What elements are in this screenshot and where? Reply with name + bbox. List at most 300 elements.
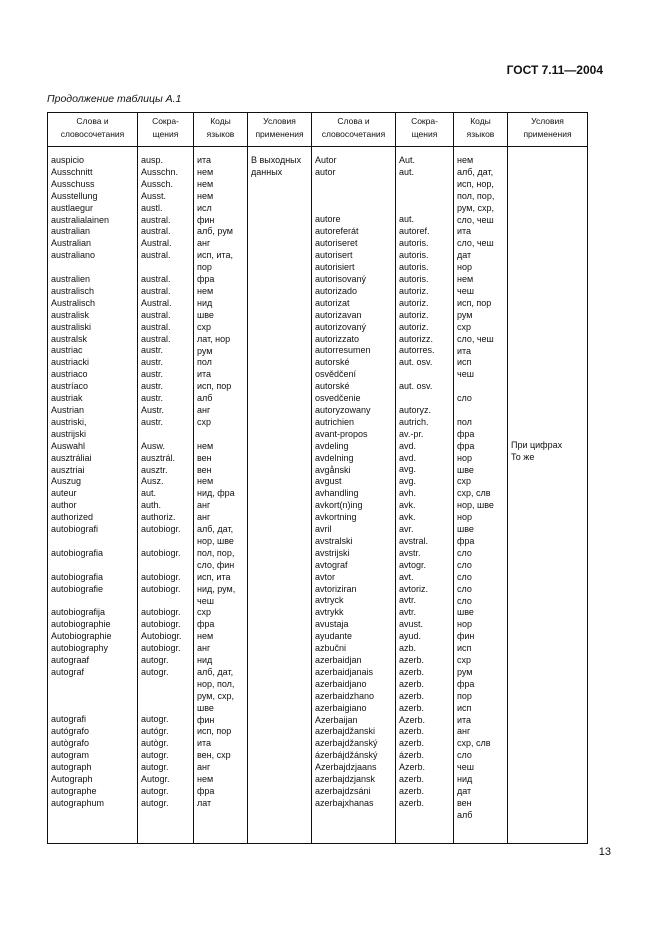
right-word-entry [315,191,392,203]
left-word-entry: autobiografia [51,571,104,582]
right-word-entry: azerbajdzjansk [315,774,376,785]
right-word-entry: autorské [315,357,350,368]
right-abbr-entry: avtoriz. [399,583,429,594]
left-word-entry: australialainen [51,214,110,225]
left-code-entry: нем [197,178,214,189]
left-code-entry: ита [197,155,212,165]
right-word-entry: osvědčení [315,369,357,380]
left-word-entry: Ausschnitt [51,166,93,177]
right-code-entry: рум, схр, [457,202,494,213]
right-condition-entry [511,381,584,393]
right-word-entry: avustaja [315,619,349,630]
right-word-entry: avkort(n)ing [315,500,363,511]
left-code-entry: анг [197,512,211,523]
left-word-entry: australiski [51,321,92,332]
left-abbr-entry: autogr. [141,666,169,677]
right-abbr-entry: azerb. [399,738,425,749]
right-abbr-entry: azerb. [399,797,425,808]
right-condition-entry [511,155,584,167]
left-abbr-entry: austr. [141,381,164,392]
right-word-entry: avtograf [315,559,348,570]
right-code-entry: исп, нор, [457,178,494,189]
right-abbr-entry: avtr. [399,607,417,618]
right-code-entry: сло [457,393,472,404]
left-code-entry: исп, ита [197,571,231,582]
left-word-entry: Ausschuss [51,178,95,189]
right-code-entry: схр [457,476,472,487]
left-code-entry: фра [197,619,215,630]
left-word-entry [51,703,134,715]
right-code-entry: фра [457,535,475,546]
right-abbr-entry: azb. [399,643,417,654]
right-abbr-entry [399,393,450,405]
right-code-entry: сло [457,583,472,594]
left-code-entry: нем [197,440,214,451]
left-code-entry: вен [197,452,212,463]
left-condition-entry: В выходных данных [251,155,302,177]
right-abbr-entry: azerb. [399,785,425,796]
left-abbr-entry: austral. [141,309,171,320]
left-code-entry: исл [197,202,212,213]
right-abbr-entry: autorres. [399,345,435,356]
right-word-entry: azerbaidjanais [315,666,374,677]
left-abbr-entry: austral. [141,274,171,285]
left-code-entry: алб, дат, [197,666,234,677]
right-word-entry: azerbaigiano [315,702,367,713]
right-word-entry: autoryzowany [315,404,371,415]
right-code-entry: пол, пор, [457,190,495,201]
right-condition-entry [511,274,584,286]
left-abbr-entry: authoriz. [141,512,176,523]
left-word-entry: auspicio [51,155,85,165]
left-abbr-entry: auth. [141,500,162,511]
right-abbr-entry: azerb. [399,654,425,665]
left-code-entry: ита [197,738,212,749]
right-code-entry: нор [457,512,472,523]
right-code-entry: рум [457,309,473,320]
left-abbr-entry: autobiogr. [141,547,181,558]
right-word-entry: autorresumen [315,345,371,356]
left-code-entry: лат [197,797,212,808]
left-word-entry [51,691,134,703]
left-abbr-entry: autogr. [141,762,169,773]
left-code-entry: фра [197,274,215,285]
right-code-entry [457,381,504,393]
left-word-entry: australien [51,274,91,285]
left-word-entry: austríaco [51,381,89,392]
right-code-entry: шве [457,524,474,535]
left-word-entry [51,262,134,274]
right-code-entry: сло [457,559,472,570]
col-header-words-left: Слова и словосочетания [48,113,138,147]
left-code-entry: шве [197,309,214,320]
right-abbr-entry: Azerb. [399,762,426,773]
right-word-entry: avtrykk [315,607,344,618]
right-abbr-entry [399,179,450,191]
left-abbr-entry: austral. [141,214,171,225]
left-abbr-entry: autógr. [141,726,169,737]
left-word-entry: australiano [51,250,96,261]
left-code-entry: анг [197,762,211,773]
left-abbr-entry: autobiogr. [141,619,181,630]
left-word-entry: Austrian [51,405,85,416]
left-abbr-entry: austr. [141,393,164,404]
left-abbr-entry [141,691,190,703]
right-word-entry: avgånski [315,464,351,475]
right-code-entry: алб, дат, [457,166,494,177]
right-condition-entry [511,250,584,262]
right-word-entry: avhandling [315,488,359,499]
left-code-entry: нем [197,476,214,487]
right-abbr-entry: autoryz. [399,404,432,415]
right-word-entry [315,203,392,215]
left-abbr-entry: autogr. [141,750,169,761]
right-word-entry: autorisovaný [315,274,367,285]
left-word-entry: Autobiographie [51,631,112,642]
right-abbr-entry: autoriz. [399,309,429,320]
left-abbr-entry: autogr. [141,797,169,808]
left-word-entry [51,595,134,607]
left-word-entry: Australian [51,238,92,249]
right-code-entry: сло [457,750,472,761]
right-code-entry: вен [457,797,472,808]
right-word-entry: osvedčenie [315,393,361,404]
right-abbr-entry: ázerb. [399,750,425,761]
right-code-entry: фра [457,678,475,689]
left-word-entry: Auswahl [51,440,86,451]
right-condition-entry [511,310,584,322]
right-code-entry: шве [457,464,474,475]
right-abbr-entry [399,203,450,215]
right-word-entry: autoreferát [315,226,359,237]
left-code-entry: рум [197,345,213,356]
left-code-entry: нид, рум, [197,583,236,594]
right-code-entry: фра [457,440,475,451]
left-code-entry: фра [197,786,215,797]
left-abbr-entry: Ausw. [141,440,166,451]
left-word-entry [51,536,134,548]
left-code-entry: фин [197,714,215,725]
left-abbr-entry: austl. [141,202,163,213]
right-word-entry: azerbajdzsáni [315,785,371,796]
right-abbr-entry: azerb. [399,690,425,701]
right-code-entry: исп [457,702,472,713]
left-word-entry: autograf [51,666,85,677]
left-code-entry: нем [197,774,214,785]
left-abbr-entry: austr. [141,345,164,356]
left-word-entry: autographum [51,797,105,808]
right-abbr-entry: aut. [399,214,415,225]
left-abbr-entry: austr. [141,416,164,427]
right-word-entry: azerbaidjan [315,655,362,666]
left-abbr-entry: ausztr. [141,464,168,475]
right-word-entry: avril [315,524,332,535]
right-code-entry: чеш [457,369,474,380]
right-codes-column [454,155,508,844]
left-code-entry: нем [197,285,214,296]
right-code-entry: схр [457,321,472,332]
right-condition-entry: При цифрах То же [511,440,563,463]
right-word-entry: avdeling [315,440,349,451]
right-condition-entry [511,262,584,274]
left-abbr-entry: austr. [141,369,164,380]
right-condition-entry [511,369,584,381]
left-code-entry: алб, рум [197,226,233,237]
left-word-entry: australisk [51,309,90,320]
right-abbr-entry: avstr. [399,547,421,558]
right-word-entry: autorizzato [315,333,360,344]
left-code-entry: алб, дат, [197,524,234,535]
right-code-entry: нид [457,774,473,785]
abbreviation-table [47,112,588,844]
right-condition-entry [511,214,584,226]
right-code-entry: чеш [457,285,474,296]
right-abbr-entry: azerb. [399,678,425,689]
right-word-entry: azerbaidzhano [315,690,375,701]
right-code-entry: нор [457,619,472,630]
col-header-codes-right: Коды языков [454,113,508,147]
right-word-entry: Azerbaijan [315,714,358,725]
right-word-entry: autorizavan [315,309,362,320]
right-abbr-entry: azerb. [399,666,425,677]
doc-header: ГОСТ 7.11—2004 [506,63,603,77]
right-abbr-entry: avt. [399,571,414,582]
right-word-entry: avgust [315,476,342,487]
right-code-entry: ита [457,345,472,356]
right-abbr-entry [399,369,450,381]
right-code-entry: алб [457,809,473,820]
left-abbr-entry: autogr. [141,714,169,725]
right-word-entry: azerbaidjano [315,678,367,689]
right-abbr-entry: Azerb. [399,714,426,725]
right-word-entry: autrichien [315,416,355,427]
left-word-entry [51,679,134,691]
right-condition-entry [511,286,584,298]
right-abbr-entry: avr. [399,524,414,535]
left-code-entry: нид [197,655,213,666]
right-condition-entry [511,226,584,238]
right-code-entry: исп [457,357,472,368]
left-abbr-entry: austral. [141,333,171,344]
right-code-entry [457,405,504,417]
left-abbr-entry: ausztrál. [141,452,176,463]
left-word-entry: Autograph [51,774,93,785]
left-word-entry: autograph [51,762,92,773]
right-abbr-entry: azerb. [399,702,425,713]
right-abbr-entry: autoriz. [399,297,429,308]
left-word-entry: ausztriai [51,464,85,475]
right-word-entry: ayudante [315,631,353,642]
right-condition-entry [511,179,584,191]
right-code-entry: дат [457,786,472,796]
left-abbr-entry: Austral. [141,297,172,308]
right-abbr-entry: avtogr. [399,559,427,570]
right-code-entry: сло, чеш [457,214,494,225]
left-word-entry: australsk [51,333,88,344]
left-word-entry: autobiografie [51,583,104,594]
left-word-entry: austriski, [51,416,87,427]
left-word-entry: Ausstellung [51,190,98,201]
right-abbr-entry: avtr. [399,595,417,606]
right-abbreviations-column [396,155,454,844]
left-word-entry: Australisch [51,297,96,308]
left-word-entry: australisch [51,285,95,296]
right-code-entry: шве [457,607,474,618]
left-code-entry: нор, шве [197,535,234,546]
left-abbr-entry: austral. [141,226,171,237]
left-abbr-entry: Ausschn. [141,166,179,177]
left-abbr-entry: austral. [141,321,171,332]
left-words-column [48,155,138,844]
right-code-entry: нор [457,452,472,463]
left-abbr-entry: autogr. [141,654,169,665]
right-condition-entry [511,333,584,345]
left-code-entry: анг [197,500,211,511]
col-header-codes-left: Коды языков [194,113,248,147]
right-word-entry: autorizovaný [315,321,367,332]
left-abbr-entry: autobiogr. [141,524,181,535]
left-word-entry: auteur [51,488,77,499]
left-word-entry: austriaco [51,369,88,380]
right-word-entry: autoriseret [315,238,358,249]
left-abbr-entry: austral. [141,285,171,296]
left-word-entry: Auszug [51,476,82,487]
left-abbr-entry: autobiogr. [141,583,181,594]
left-abbr-entry: Ausst. [141,190,167,201]
right-word-entry: Autor [315,155,337,165]
left-code-entry: вен, схр [197,750,231,761]
right-abbr-entry: azerb. [399,726,425,737]
left-code-entry: шве [197,702,214,713]
right-abbr-entry: autoris. [399,238,429,249]
right-code-entry: нем [457,274,474,285]
left-code-entry: фин [197,214,215,225]
left-code-entry: пол [197,357,212,368]
left-abbr-entry: aut. [141,488,157,499]
right-abbr-entry: avstral. [399,535,429,546]
right-word-entry: avstrijski [315,547,350,558]
left-word-entry: autobiography [51,643,109,654]
right-abbr-entry: avk. [399,512,416,523]
left-code-entry [197,429,244,441]
right-condition-entry [511,428,584,440]
right-code-entry: исп, пор [457,297,492,308]
col-header-abbr-right: Сокра- щения [396,113,454,147]
left-word-entry: autografi [51,714,87,725]
right-code-entry: ита [457,226,472,237]
right-abbr-entry: Aut. [399,155,416,165]
left-word-entry: author [51,500,77,511]
right-word-entry: avstralski [315,535,353,546]
right-abbr-entry: autrich. [399,416,429,427]
right-code-entry: пол [457,416,472,427]
left-code-entry: алб [197,393,213,404]
left-abbr-entry: Aussch. [141,178,174,189]
right-abbr-entry: ayud. [399,631,422,642]
right-condition-entry [511,238,584,250]
left-code-entry: исп, пор [197,726,232,737]
right-code-entry: анг [457,726,471,737]
left-code-entry: исп, ита, [197,250,233,261]
right-code-entry: исп [457,643,472,654]
left-word-entry: austriac [51,345,83,356]
left-abbr-entry: autobiogr. [141,571,181,582]
right-abbr-entry: avg. [399,476,417,487]
left-abbr-entry: autobiogr. [141,607,181,618]
right-condition-entry [511,203,584,215]
right-code-entry: сло [457,595,472,606]
left-word-entry: autograaf [51,655,90,665]
right-word-entry: autor [315,166,336,177]
left-abbr-entry [141,262,190,274]
left-abbr-entry: autobiogr. [141,643,181,654]
left-abbr-entry [141,536,190,548]
left-code-entry: нор, пол, [197,678,235,689]
right-word-entry: autorizado [315,285,358,296]
right-abbr-entry: aut. osv. [399,381,433,392]
right-word-entry: avtor [315,571,336,582]
left-word-entry: authorized [51,512,94,523]
right-code-entry: фин [457,631,475,642]
right-code-entry: сло, чеш [457,238,494,249]
left-abbr-entry [141,595,190,607]
left-abbr-entry: Ausz. [141,476,164,487]
left-code-entry: сло, фин [197,559,235,570]
right-abbr-entry: autorizz. [399,333,434,344]
left-abbr-entry [141,560,190,572]
right-abbr-entry: autoriz. [399,321,429,332]
left-code-entry: исп, пор [197,381,232,392]
right-word-entry: azerbajdžanský [315,738,378,749]
right-word-entry: ázerbájdžánský [315,750,378,761]
left-code-entry: рум, схр, [197,690,234,701]
left-code-entry: схр [197,607,212,618]
col-header-conditions-right: Условия применения [508,113,588,147]
right-code-entry: рум [457,666,473,677]
left-word-entry: autobiografi [51,524,99,535]
right-condition-entry [511,298,584,310]
left-code-entry: нид [197,297,213,308]
right-abbr-entry: aut. osv. [399,357,433,368]
right-abbr-entry: avd. [399,440,417,451]
right-words-column [312,155,396,844]
right-condition-entry [511,191,584,203]
right-condition-entry [511,345,584,357]
table-continuation-caption: Продолжение таблицы А.1 [47,93,182,105]
right-word-entry: avkortning [315,512,357,523]
right-word-entry: autorské [315,381,350,392]
right-abbr-entry: avh. [399,488,417,499]
left-word-entry: autographe [51,785,97,796]
right-abbr-entry: azerb. [399,774,425,785]
left-word-entry: autobiographie [51,619,111,630]
left-code-entry: пол, пор, [197,547,235,558]
left-word-entry: austriacki [51,357,90,368]
right-code-entry: пор [457,690,472,701]
left-code-entry: анг [197,643,211,654]
right-code-entry: чеш [457,762,474,773]
left-abbr-entry: Austral. [141,238,172,249]
left-code-entry: схр [197,321,212,332]
left-code-entry: нем [197,190,214,201]
right-abbr-entry: autoref. [399,226,430,237]
right-abbr-entry: autoriz. [399,285,429,296]
left-word-entry [51,560,134,572]
left-code-entry: схр [197,416,212,427]
right-condition-entry [511,417,584,429]
right-word-entry: avtoriziran [315,583,357,594]
left-word-entry: autògrafo [51,738,90,749]
